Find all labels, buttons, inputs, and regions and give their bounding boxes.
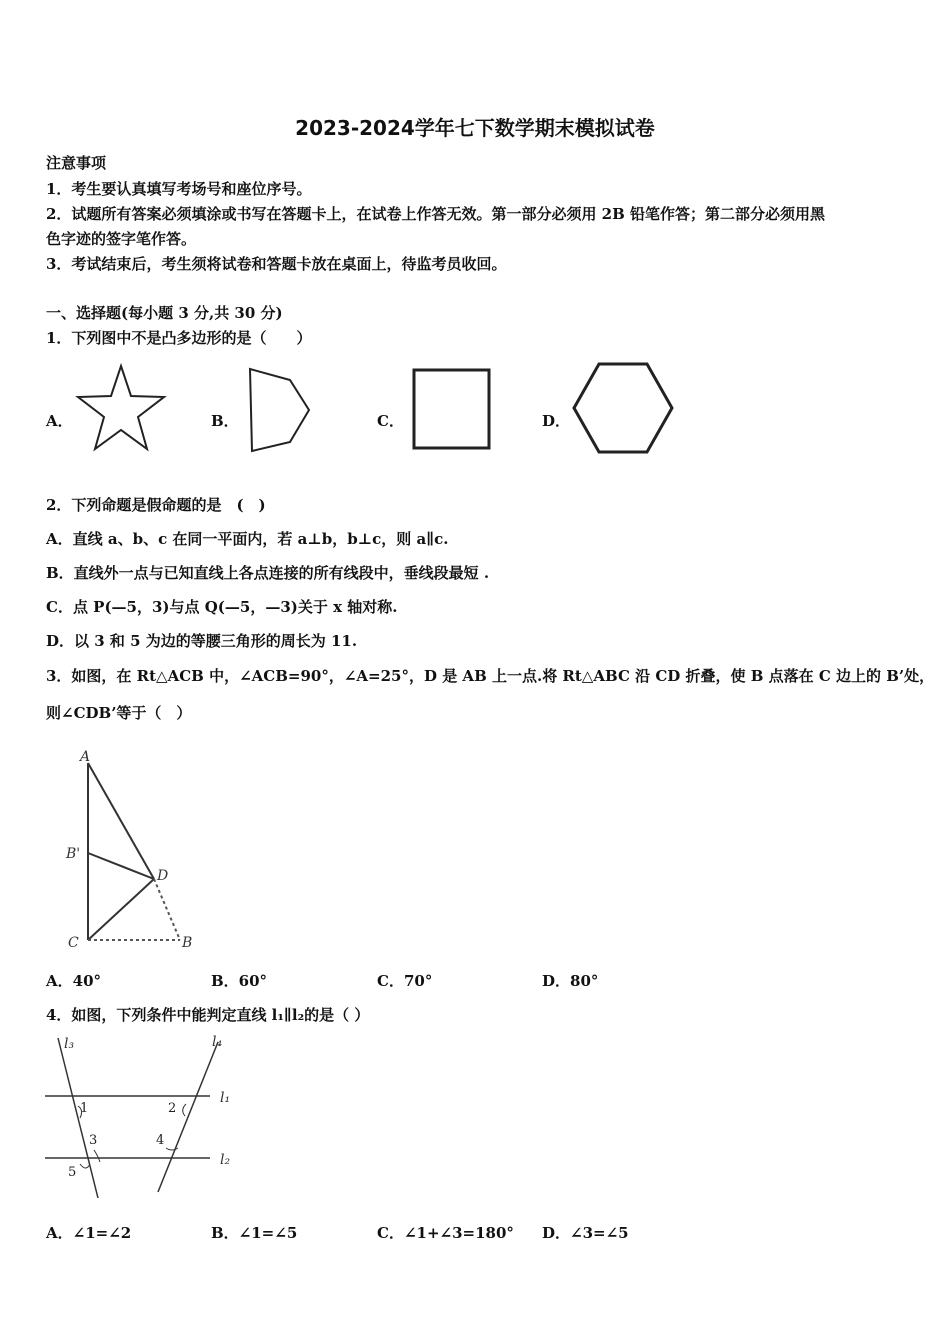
label-l4: l₄ <box>212 1034 223 1050</box>
q3-option-d: D．80° <box>542 972 599 990</box>
label-c: C <box>68 935 79 951</box>
q1-option-d: D． <box>542 412 571 430</box>
q3-stem-line1: 3．如图，在 Rt△ACB 中，∠ACB=90°，∠A=25°，D 是 AB 上一点.将 Rt△ABC 沿 CD 折叠，使 B 点落在 C 边上的 B’处， <box>46 667 935 685</box>
q4-option-c: C．∠1+∠3=180° <box>377 1224 514 1242</box>
label-d: D <box>157 868 169 884</box>
triangle-fold-figure <box>60 745 210 955</box>
q1-option-c: C． <box>377 412 404 430</box>
angle-1-label: 1 <box>80 1101 89 1116</box>
q4-option-b: B．∠1=∠5 <box>211 1224 298 1242</box>
q1-option-b: B． <box>211 412 239 430</box>
label-l3: l₃ <box>64 1036 75 1052</box>
q2-option-c: C．点 P(—5，3)与点 Q(—5，—3)关于 x 轴对称. <box>46 598 398 616</box>
pentagon-shape <box>246 366 314 456</box>
notice-item-1: 1．考生要认真填写考场号和座位序号。 <box>46 180 312 198</box>
q2-option-b: B．直线外一点与已知直线上各点连接的所有线段中，垂线段最短 . <box>46 564 490 582</box>
section-heading: 一、选择题(每小题 3 分,共 30 分) <box>46 304 283 322</box>
q4-stem: 4．如图，下列条件中能判定直线 l₁∥l₂的是（ ） <box>46 1006 370 1024</box>
square-shape <box>410 366 494 452</box>
q1-option-a: A． <box>46 412 73 430</box>
q1-stem: 1．下列图中不是凸多边形的是（ ） <box>46 329 312 347</box>
q3-option-b: B．60° <box>211 972 268 990</box>
page-title: 2023-2024学年七下数学期末模拟试卷 <box>295 116 655 140</box>
notice-item-2: 2．试题所有答案必须填涂或书写在答题卡上，在试卷上作答无效。第一部分必须用 2B 铅笔作答；第二部分必须用黑 <box>46 205 826 223</box>
label-b: B <box>182 935 193 951</box>
q2-stem: 2．下列命题是假命题的是 ( ) <box>46 496 266 514</box>
hexagon-shape <box>570 360 676 456</box>
angle-3-label: 3 <box>89 1133 98 1148</box>
notice-item-3: 3．考试结束后，考生须将试卷和答题卡放在桌面上，待监考员收回。 <box>46 255 507 273</box>
parallel-lines-figure <box>40 1030 240 1205</box>
q3-option-a: A．40° <box>46 972 102 990</box>
notice-item-2-cont: 色字迹的签字笔作答。 <box>46 230 197 248</box>
notice-heading: 注意事项 <box>46 154 107 172</box>
q2-option-a: A．直线 a、b、c 在同一平面内，若 a⊥b，b⊥c，则 a∥c. <box>46 530 449 548</box>
label-l1: l₁ <box>220 1090 231 1106</box>
q3-stem-line2: 则∠CDB’等于（ ） <box>46 704 192 722</box>
q4-option-d: D．∠3=∠5 <box>542 1224 629 1242</box>
label-b-prime: B' <box>66 846 81 862</box>
q2-option-d: D．以 3 和 5 为边的等腰三角形的周长为 11. <box>46 632 358 650</box>
q4-option-a: A．∠1=∠2 <box>46 1224 132 1242</box>
label-a: A <box>80 749 91 765</box>
angle-2-label: 2 <box>168 1101 177 1116</box>
star-shape <box>74 362 168 454</box>
angle-5-label: 5 <box>68 1165 77 1180</box>
angle-4-label: 4 <box>156 1133 165 1148</box>
q3-option-c: C．70° <box>377 972 433 990</box>
label-l2: l₂ <box>220 1152 231 1168</box>
